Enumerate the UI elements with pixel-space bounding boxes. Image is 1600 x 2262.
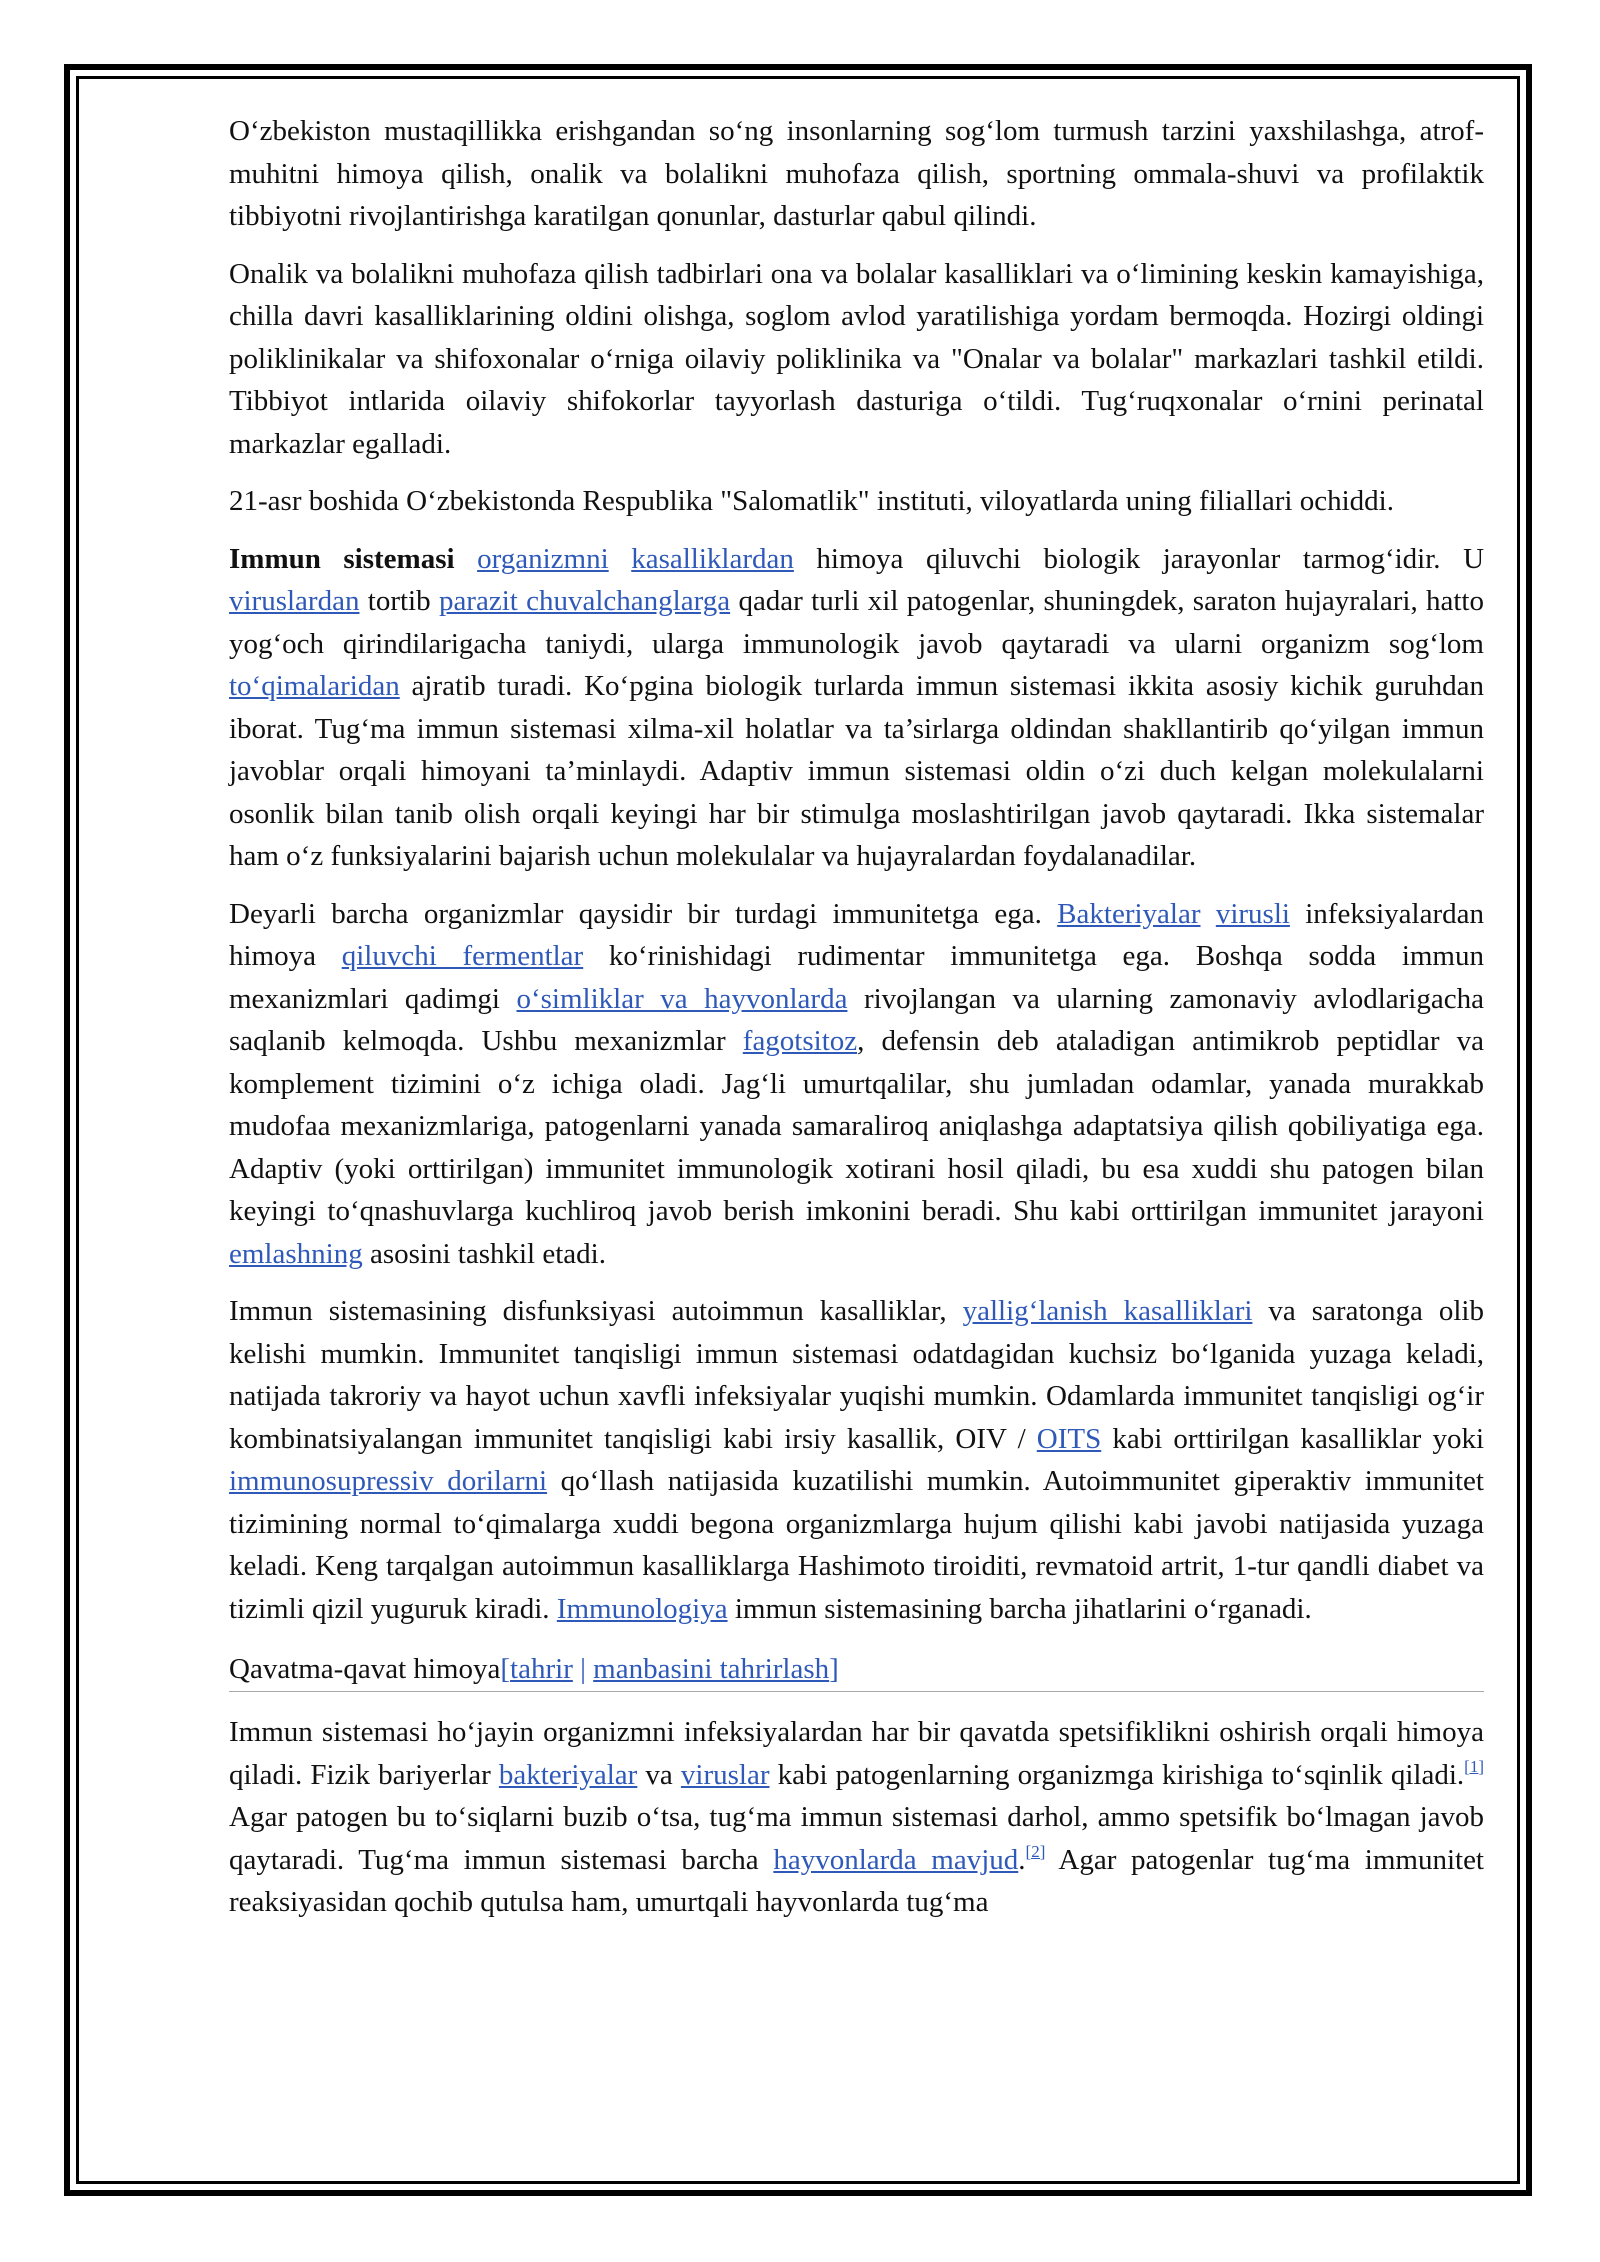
- paragraph-layered-defense: [229, 1711, 1484, 1924]
- paragraph-text: ko‘rinishidagi rudimentar immunitetga ega. Boshqa sodda immun mexanizmlari qadimgi: [229, 940, 1484, 1015]
- paragraph-motherhood: [229, 253, 1484, 466]
- paragraph-text: 21-asr boshida O‘zbekistonda Respublika "Salomatlik" instituti, viloyatlarda uning filiallari ochiddi.: [229, 485, 1394, 517]
- link-viruslar[interactable]: viruslar: [680, 1758, 770, 1791]
- paragraph-text: kabi patogenlarning organizmga kirishiga to‘sqinlik qiladi.: [769, 1758, 1465, 1791]
- heading-bracket-close: ]: [829, 1653, 839, 1685]
- link-yalliglanish-kasalliklari[interactable]: yallig‘lanish kasalliklari: [962, 1295, 1253, 1327]
- paragraph-text: tortib: [359, 585, 439, 617]
- paragraph-independence: [229, 110, 1484, 238]
- section-heading-title: Qavatma-qavat himoya: [229, 1653, 501, 1685]
- paragraph-text: rivojlangan va ularning zamonaviy avlodlarigacha saqlanib kelmoqda. Ushbu mexanizmlar: [229, 982, 1484, 1057]
- paragraph-salomatlik: [229, 480, 1484, 523]
- paragraph-text: qo‘llash natijasida kuzatilishi mumkin. Autoimmunitet giperaktiv immunitet tizimining normal to‘qimalarga xuddi begona organizmlarga hujum qilishi kabi javobi natijasida yuzaga keladi. Keng tarqalgan autoimmun kasalliklarga Hashimoto tiroiditi, revmatoid artrit, 1-tur qandli diabet va tizimli qizil yuguruk kiradi.: [229, 1465, 1484, 1625]
- link-bakteriyalar-2[interactable]: bakteriyalar: [498, 1758, 638, 1791]
- edit-link[interactable]: tahrir: [510, 1653, 573, 1685]
- paragraph-text: kabi orttirilgan kasalliklar yoki: [1101, 1422, 1484, 1455]
- link-immunologiya[interactable]: Immunologiya: [556, 1592, 728, 1625]
- heading-separator: |: [572, 1653, 594, 1685]
- paragraph-text: va saratonga olib kelishi mumkin. Immunitet tanqisligi immun sistemasi odatdagidan kuchsiz bo‘lganida yuzaga keladi, natijada takroriy va hayot uchun xavfli infeksiyalar yuqishi mumkin. Odamlarda immunitet tanqisligi og‘ir kombinatsiyalangan immunitet tanqisligi kabi irsiy kasallik, OIV /: [229, 1295, 1484, 1455]
- heading-bracket-open: [: [500, 1653, 511, 1685]
- paragraph-text: asosini tashkil etadi.: [362, 1237, 606, 1270]
- link-organizmni[interactable]: organizmni: [477, 542, 609, 575]
- link-fagotsitoz[interactable]: fagotsitoz: [742, 1025, 858, 1057]
- reference-2-link[interactable]: [2]: [1025, 1841, 1046, 1861]
- document-body: [229, 110, 1484, 1939]
- paragraph-text: Deyarli barcha organizmlar qaysidir bir turdagi immunitetga ega.: [229, 897, 1058, 930]
- link-parazit-chuvalchanglarga[interactable]: parazit chuvalchanglarga: [438, 585, 731, 617]
- link-kasalliklardan[interactable]: kasalliklardan: [631, 542, 794, 575]
- paragraph-text: Immun sistemasi ho‘jayin organizmni infeksiyalardan har bir qavatda spetsifiklikni oshirish orqali himoya qiladi. Fizik bariyerlar: [229, 1716, 1484, 1791]
- paragraph-text: O‘zbekiston mustaqillikka erishgandan so‘ng insonlarning sog‘lom turmush tarzini yaxshilashga, atrof-muhitni himoya qilish, onalik va bolalikni muhofaza qilish, sportning ommala-shuvi va profilaktik tibbiyotni rivojlantirishga karatilgan qonunlar, dasturlar qabul qilindi.: [229, 115, 1484, 232]
- paragraph-organisms-immunity: [229, 893, 1484, 1276]
- paragraph-text: va: [637, 1758, 681, 1791]
- paragraph-text: Agar patogenlar tug‘ma immunitet reaksiyasidan qochib qutulsa ham, umurtqali hayvonlarda tug‘ma: [229, 1843, 1484, 1918]
- paragraph-text: immun sistemasining barcha jihatlarini o‘rganadi.: [727, 1592, 1312, 1625]
- link-oits[interactable]: OITS: [1036, 1422, 1102, 1455]
- link-virusli[interactable]: virusli: [1215, 897, 1290, 930]
- paragraph-text: qadar turli xil patogenlar, shuningdek, saraton hujayralari, hatto yog‘och qirindilarigacha taniydi, ularga immunologik javob qaytaradi va ularni organizm sog‘lom: [229, 585, 1484, 660]
- paragraph-text: himoya qiluvchi biologik jarayonlar tarmog‘idir. U: [793, 542, 1485, 575]
- link-viruslardan[interactable]: viruslardan: [229, 585, 360, 617]
- link-immunosupressiv-dorilarni[interactable]: immunosupressiv dorilarni: [229, 1465, 548, 1497]
- term-bold: Immun sistemasi: [229, 542, 455, 575]
- paragraph-text: infeksiyalardan himoya: [229, 897, 1485, 972]
- link-emlashning[interactable]: emlashning: [229, 1237, 363, 1270]
- link-bakteriyalar[interactable]: Bakteriyalar: [1057, 897, 1201, 930]
- paragraph-text: , defensin deb ataladigan antimikrob peptidlar va komplement tizimini o‘z ichiga oladi. Jag‘li umurtqalilar, shu jumladan odamlar, yanada murakkab mudofaa mexanizmlariga, patogenlarni yanada samaraliroq aniqlashga adaptatsiya qilish qobiliyatiga ega. Adaptiv (yoki orttirilgan) immunitet immunologik xotirani hosil qiladi, bu esa xuddi shu patogen bilan keyingi to‘qnashuvlarga kuchliroq javob berish imkonini beradi. Shu kabi orttirilgan immunitet jarayoni: [229, 1025, 1484, 1227]
- paragraph-dysfunction: [229, 1290, 1484, 1630]
- link-osimliklar-va-hayvonlarda[interactable]: o‘simliklar va hayvonlarda: [516, 982, 848, 1015]
- paragraph-text: ajratib turadi. Ko‘pgina biologik turlarda immun sistemasi ikkita asosiy kichik guruhdan iborat. Tug‘ma immun sistemasi xilma-xil holatlar va ta’sirlarga oldindan shakllantirib qo‘yilgan immun javoblar orqali himoyani ta’minlaydi. Adaptiv immun sistemasi oldin o‘zi duch kelgan molekulalarni osonlik bilan tanib olish orqali keyingi har bir stimulga moslashtirilgan javob qaytaradi. Ikka sistemalar ham o‘z funksiyalarini bajarish uchun molekulalar va hujayralardan foydalanadilar.: [229, 670, 1484, 872]
- section-heading: [229, 1648, 1484, 1692]
- paragraph-text: Agar patogen bu to‘siqlarni buzib o‘tsa, tug‘ma immun sistemasi darhol, ammo spetsifik bo‘lmagan javob qaytaradi. Tug‘ma immun sistemasi barcha: [229, 1801, 1484, 1876]
- paragraph-text: Onalik va bolalikni muhofaza qilish tadbirlari ona va bolalar kasalliklari va o‘limining keskin kamayishiga, chilla davri kasalliklarining oldini olishga, soglom avlod yaratilishiga yordam bermoqda. Hozirgi oldingi poliklinikalar va shifoxonalar o‘rniga oilaviy poliklinika va "Onalar va bolalar" markazlari tashkil etildi. Tibbiyot intlarida oilaviy shifokorlar tayyorlash dasturiga o‘tildi. Tug‘ruqxonalar o‘rnini perinatal markazlar egalladi.: [229, 257, 1484, 460]
- link-toqimalaridan[interactable]: to‘qimalaridan: [229, 670, 400, 702]
- paragraph-text: .: [1018, 1843, 1026, 1876]
- link-hayvonlarda-mavjud[interactable]: hayvonlarda mavjud: [773, 1843, 1019, 1876]
- paragraph-text: Immun sistemasining disfunksiyasi autoimmun kasalliklar,: [229, 1295, 963, 1327]
- paragraph-immune-system: [229, 538, 1484, 878]
- reference-1-link[interactable]: [1]: [1464, 1756, 1484, 1776]
- edit-source-link[interactable]: manbasini tahrirlash: [593, 1653, 830, 1685]
- link-qiluvchi-fermentlar[interactable]: qiluvchi fermentlar: [341, 940, 584, 972]
